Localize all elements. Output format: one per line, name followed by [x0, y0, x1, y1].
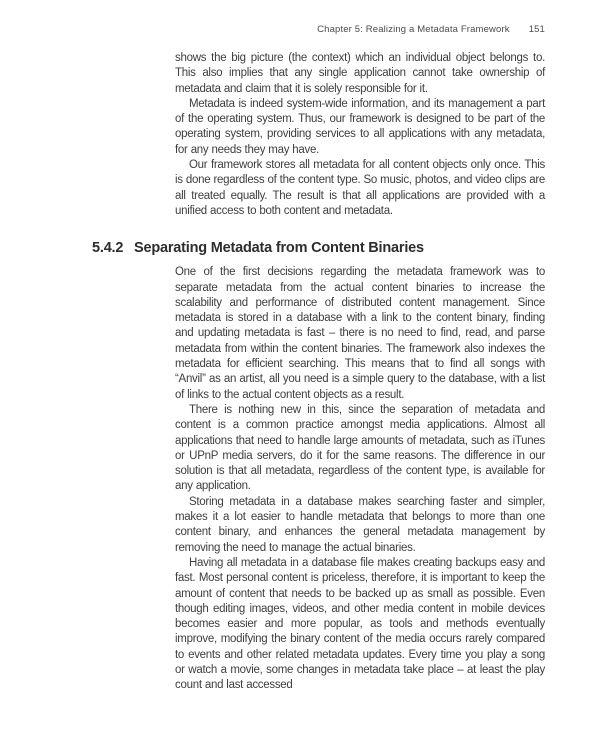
- section-number: 5.4.2: [92, 240, 124, 257]
- section-title: Separating Metadata from Content Binaries: [134, 240, 424, 257]
- chapter-title: Chapter 5: Realizing a Metadata Framework: [317, 24, 510, 35]
- paragraph: Metadata is indeed system-wide information, and its management a part of the operating system. Thus, our framework is designed to be part of the operating system, providing services to all applications with any metadata, for any needs they may have.: [175, 97, 545, 156]
- paragraph: Having all metadata in a database file makes creating backups easy and fast. Most personal content is priceless, therefore, it is important to keep the amount of content that needs to be backed up as small as possible. Even though editing images, videos, and other media content in mobile devices becomes easier and more popular, as tools and methods eventually improve, modifying the binary content of the media occurs rarely compared to events and other related metadata updates. Every time you play a song or watch a movie, some changes in metadata take place – at least the play count and last accessed: [175, 556, 545, 692]
- paragraph: There is nothing new in this, since the separation of metadata and content is a common practice amongst media applications. Almost all applications that need to handle large amounts of metadata, such as iTunes or UPnP media servers, do it for the same reasons. The difference in our solution is that all metadata, regardless of the content type, is available for any application.: [175, 403, 545, 493]
- paragraph: Storing metadata in a database makes searching faster and simpler, makes it a lot easier to handle metadata that belongs to more than one content binary, and enhances the general metadata management by removing the need to manage the actual binaries.: [175, 495, 545, 554]
- body-column: [92, 51, 547, 694]
- paragraph: shows the big picture (the context) which an individual object belongs to. This also implies that any single application cannot take ownership of metadata and claim that it is solely responsible for it.: [175, 52, 545, 95]
- running-head: [0, 24, 545, 36]
- page-number: 151: [528, 24, 545, 35]
- paragraph: Our framework stores all metadata for all content objects only once. This is done regardless of the content type. So music, photos, and video clips are all treated equally. The result is that all applications are provided with a unified access to both content and metadata.: [175, 159, 545, 217]
- paragraph: One of the first decisions regarding the metadata framework was to separate metadata from the actual content binaries to increase the scalability and performance of distributed content management. Since metadata is stored in a database with a link to the content binary, finding and updating metadata is fast – there is no need to find, read, and parse metadata from within the content binaries. The framework also indexes the metadata for efficient searching. This means that to find all songs with “Anvil” as an artist, all you need is a simple query to the database, with a list of links to the actual content objects as a result.: [175, 266, 545, 401]
- section-heading: [92, 240, 547, 256]
